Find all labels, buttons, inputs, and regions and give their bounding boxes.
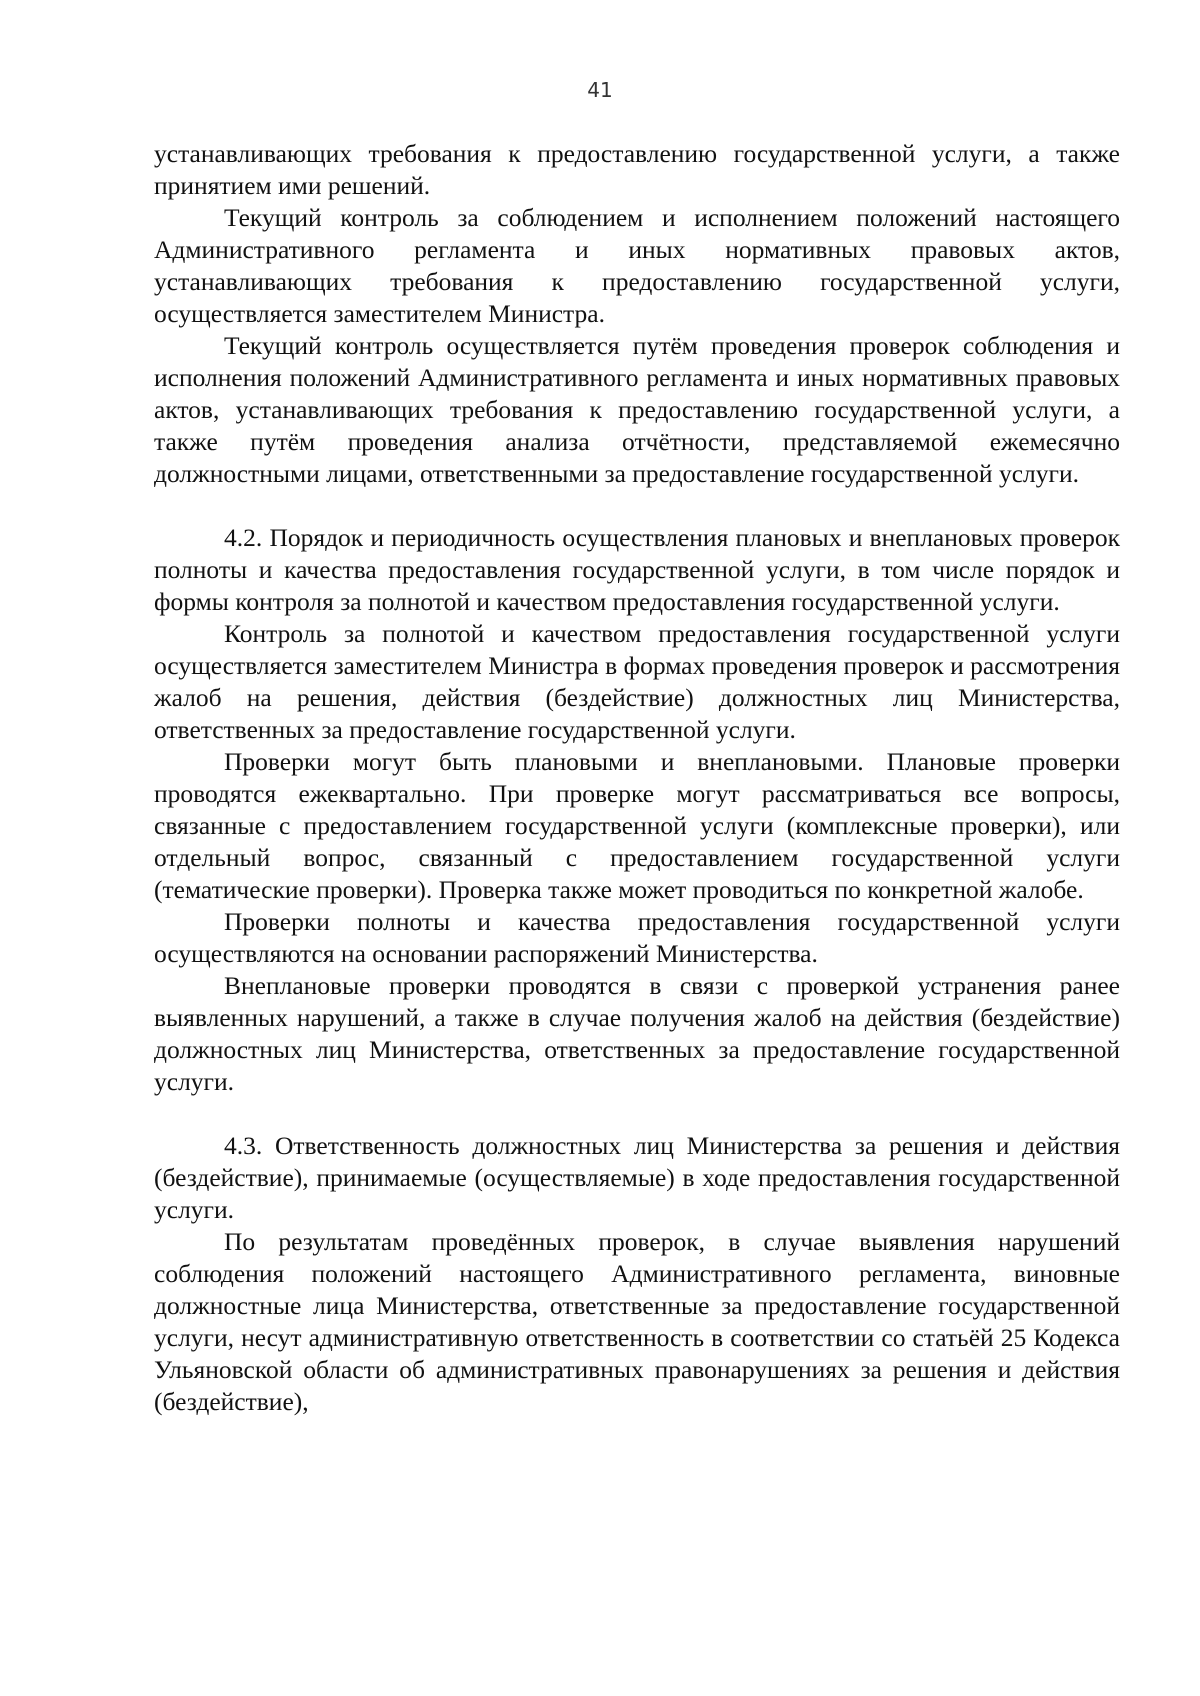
- paragraph-inspection-types: Проверки могут быть плановыми и внеплановыми. Плановые проверки проводятся ежеквартально. При проверке могут рассматриваться все вопросы, связанные с предоставлением государственной услуги (комплексные проверки), или отдельный вопрос, связанный с предоставлением государственной услуги (тематические проверки). Проверка также может проводиться по конкретной жалобе.: [154, 747, 1120, 904]
- paragraph-control-method: Текущий контроль осуществляется путём проведения проверок соблюдения и исполнения положений Административного регламента и иных нормативных правовых актов, устанавливающих требования к предоставлению государственной услуги, а также путём проведения анализа отчётности, представляемой ежемесячно должностными лицами, ответственными за предоставление государственной услуги.: [154, 331, 1120, 488]
- paragraph-current-control: Текущий контроль за соблюдением и исполнением положений настоящего Административного регламента и иных нормативных правовых актов, устанавливающих требования к предоставлению государственной услуги, осуществляется заместителем Министра.: [154, 203, 1120, 328]
- paragraph-continuation: устанавливающих требования к предоставлению государственной услуги, а также принятием ими решений.: [154, 139, 1120, 200]
- paragraph-inspection-basis: Проверки полноты и качества предоставления государственной услуги осуществляются на основании распоряжений Министерства.: [154, 907, 1120, 968]
- paragraph-unscheduled-inspections: Внеплановые проверки проводятся в связи с проверкой устранения ранее выявленных нарушений, а также в случае получения жалоб на действия (бездействие) должностных лиц Министерства, ответственных за предоставление государственной услуги.: [154, 971, 1120, 1096]
- section-heading-4-2: 4.2. Порядок и периодичность осуществления плановых и внеплановых проверок полноты и качества предоставления государственной услуги, в том числе порядок и формы контроля за полнотой и качеством предоставления государственной услуги.: [154, 523, 1120, 616]
- page-number: 41: [587, 78, 613, 102]
- paragraph-quality-control: Контроль за полнотой и качеством предоставления государственной услуги осуществляется заместителем Министра в формах проведения проверок и рассмотрения жалоб на решения, действия (бездействие) должностных лиц Министерства, ответственных за предоставление государственной услуги.: [154, 619, 1120, 744]
- document-body: [154, 138, 1120, 1418]
- paragraph-responsibility: По результатам проведённых проверок, в случае выявления нарушений соблюдения положений настоящего Административного регламента, виновные должностные лица Министерства, ответственные за предоставление государственной услуги, несут административную ответственность в соответствии со статьёй 25 Кодекса Ульяновской области об административных правонарушениях за решения и действия (бездействие),: [154, 1227, 1120, 1416]
- section-heading-4-3: 4.3. Ответственность должностных лиц Министерства за решения и действия (бездействие), принимаемые (осуществляемые) в ходе предоставления государственной услуги.: [154, 1131, 1120, 1224]
